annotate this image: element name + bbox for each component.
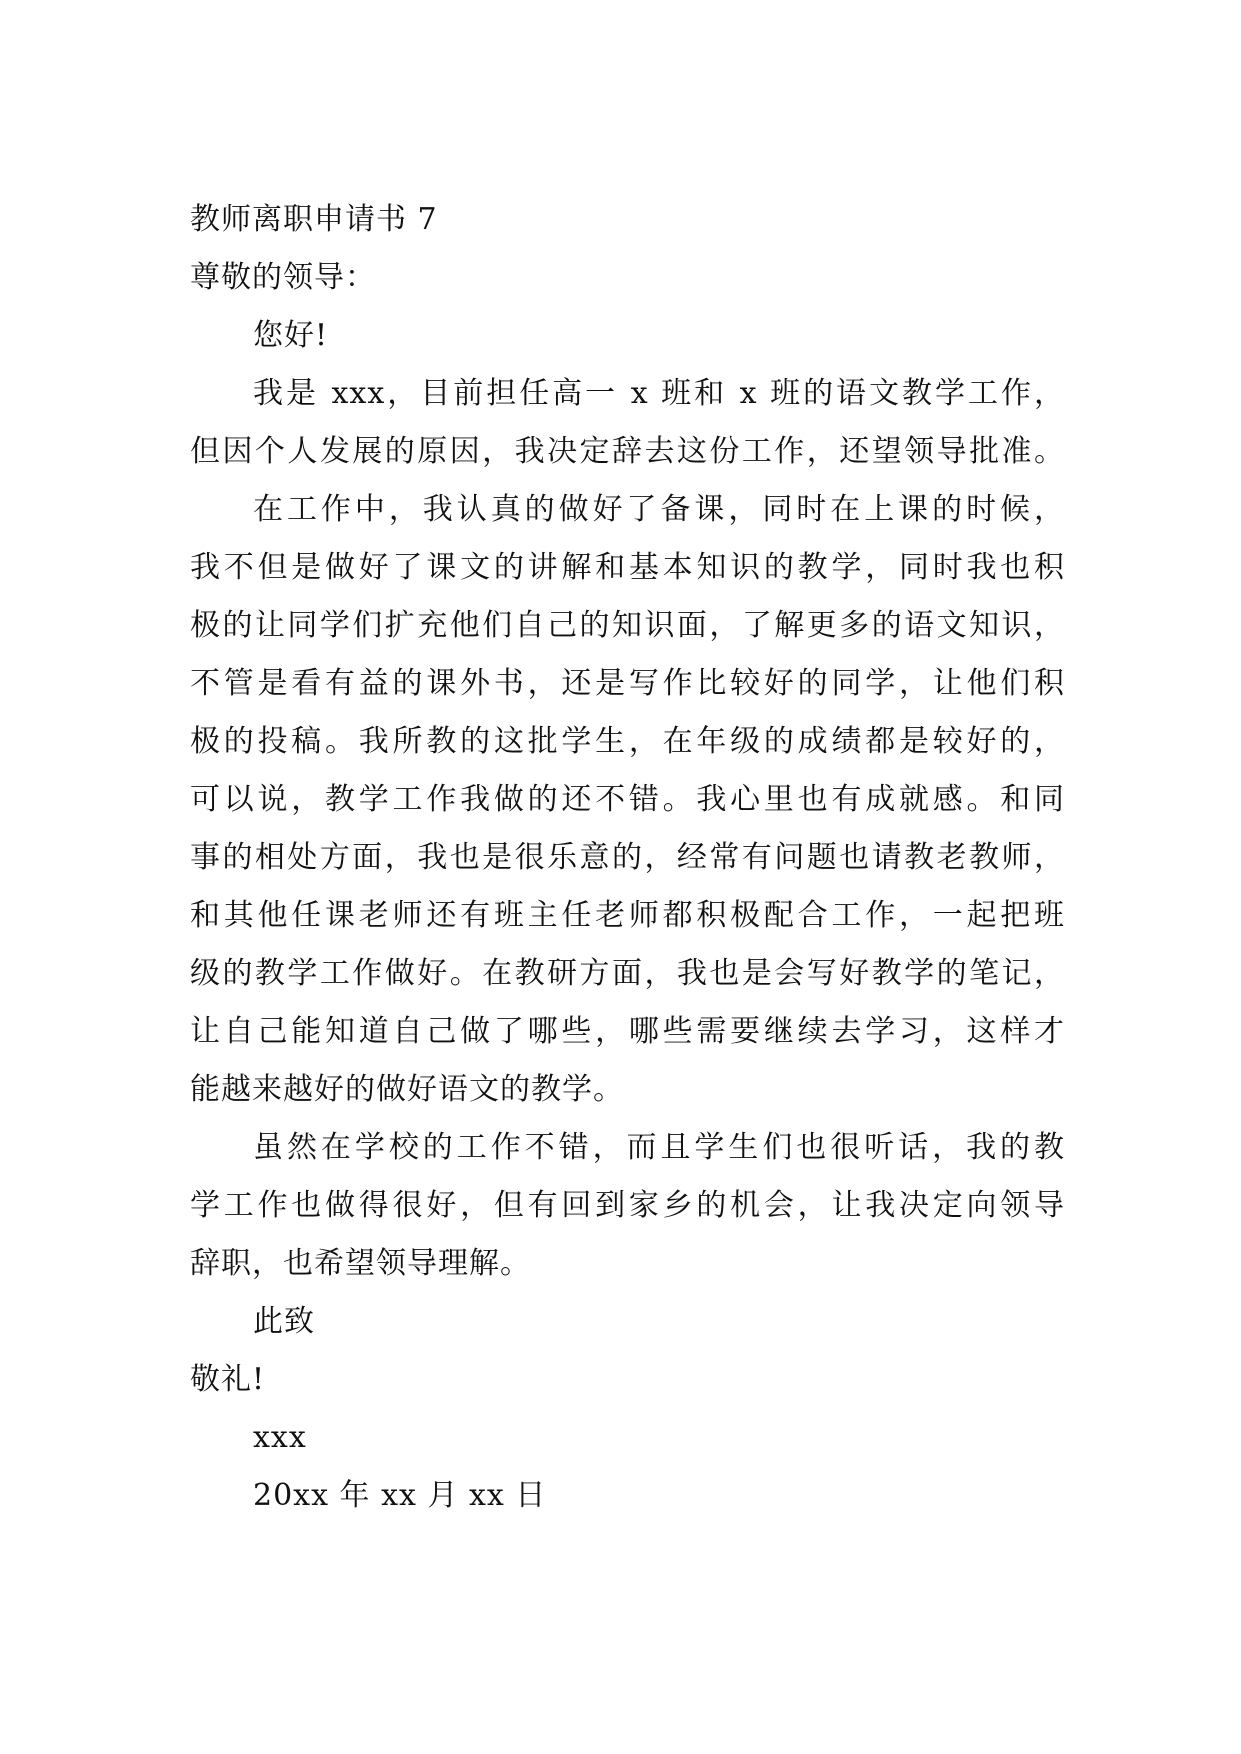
document-title: 教师离职申请书 7: [190, 202, 438, 237]
date: 20xx 年 xx 月 xx 日: [253, 1478, 547, 1513]
paragraph-line: 能越来越好的做好语文的教学。: [190, 1072, 624, 1107]
paragraph-line: 在工作中，我认真的做好了备课，同时在上课的时候，: [253, 492, 1065, 527]
greeting: 您好!: [253, 318, 329, 353]
paragraph-line: 但因个人发展的原因，我决定辞去这份工作，还望领导批准。: [190, 434, 1065, 469]
paragraph-line: 级的教学工作做好。在教研方面，我也是会写好教学的笔记，: [190, 956, 1065, 991]
paragraph-line: 学工作也做得很好，但有回到家乡的机会，让我决定向领导: [190, 1188, 1065, 1223]
signature: xxx: [253, 1420, 307, 1455]
paragraph-line: 事的相处方面，我也是很乐意的，经常有问题也请教老教师，: [190, 840, 1065, 875]
paragraph-line: 我是 xxx，目前担任高一 x 班和 x 班的语文教学工作，: [253, 376, 1065, 411]
paragraph-line: 我不但是做好了课文的讲解和基本知识的教学，同时我也积: [190, 550, 1065, 585]
salutation: 尊敬的领导：: [190, 260, 376, 295]
paragraph-line: 极的投稿。我所教的这批学生，在年级的成绩都是较好的，: [190, 724, 1065, 759]
closing-line: 此致: [253, 1304, 315, 1339]
closing-salute: 敬礼!: [190, 1362, 266, 1397]
paragraph-line: 可以说，教学工作我做的还不错。我心里也有成就感。和同: [190, 782, 1065, 817]
paragraph-line: 不管是看有益的课外书，还是写作比较好的同学，让他们积: [190, 666, 1065, 701]
paragraph-line: 极的让同学们扩充他们自己的知识面，了解更多的语文知识，: [190, 608, 1065, 643]
paragraph-line: 让自己能知道自己做了哪些，哪些需要继续去学习，这样才: [190, 1014, 1065, 1049]
paragraph-line: 辞职，也希望领导理解。: [190, 1246, 531, 1281]
paragraph-line: 和其他任课老师还有班主任老师都积极配合工作，一起把班: [190, 898, 1065, 933]
paragraph-line: 虽然在学校的工作不错，而且学生们也很听话，我的教: [253, 1130, 1065, 1165]
